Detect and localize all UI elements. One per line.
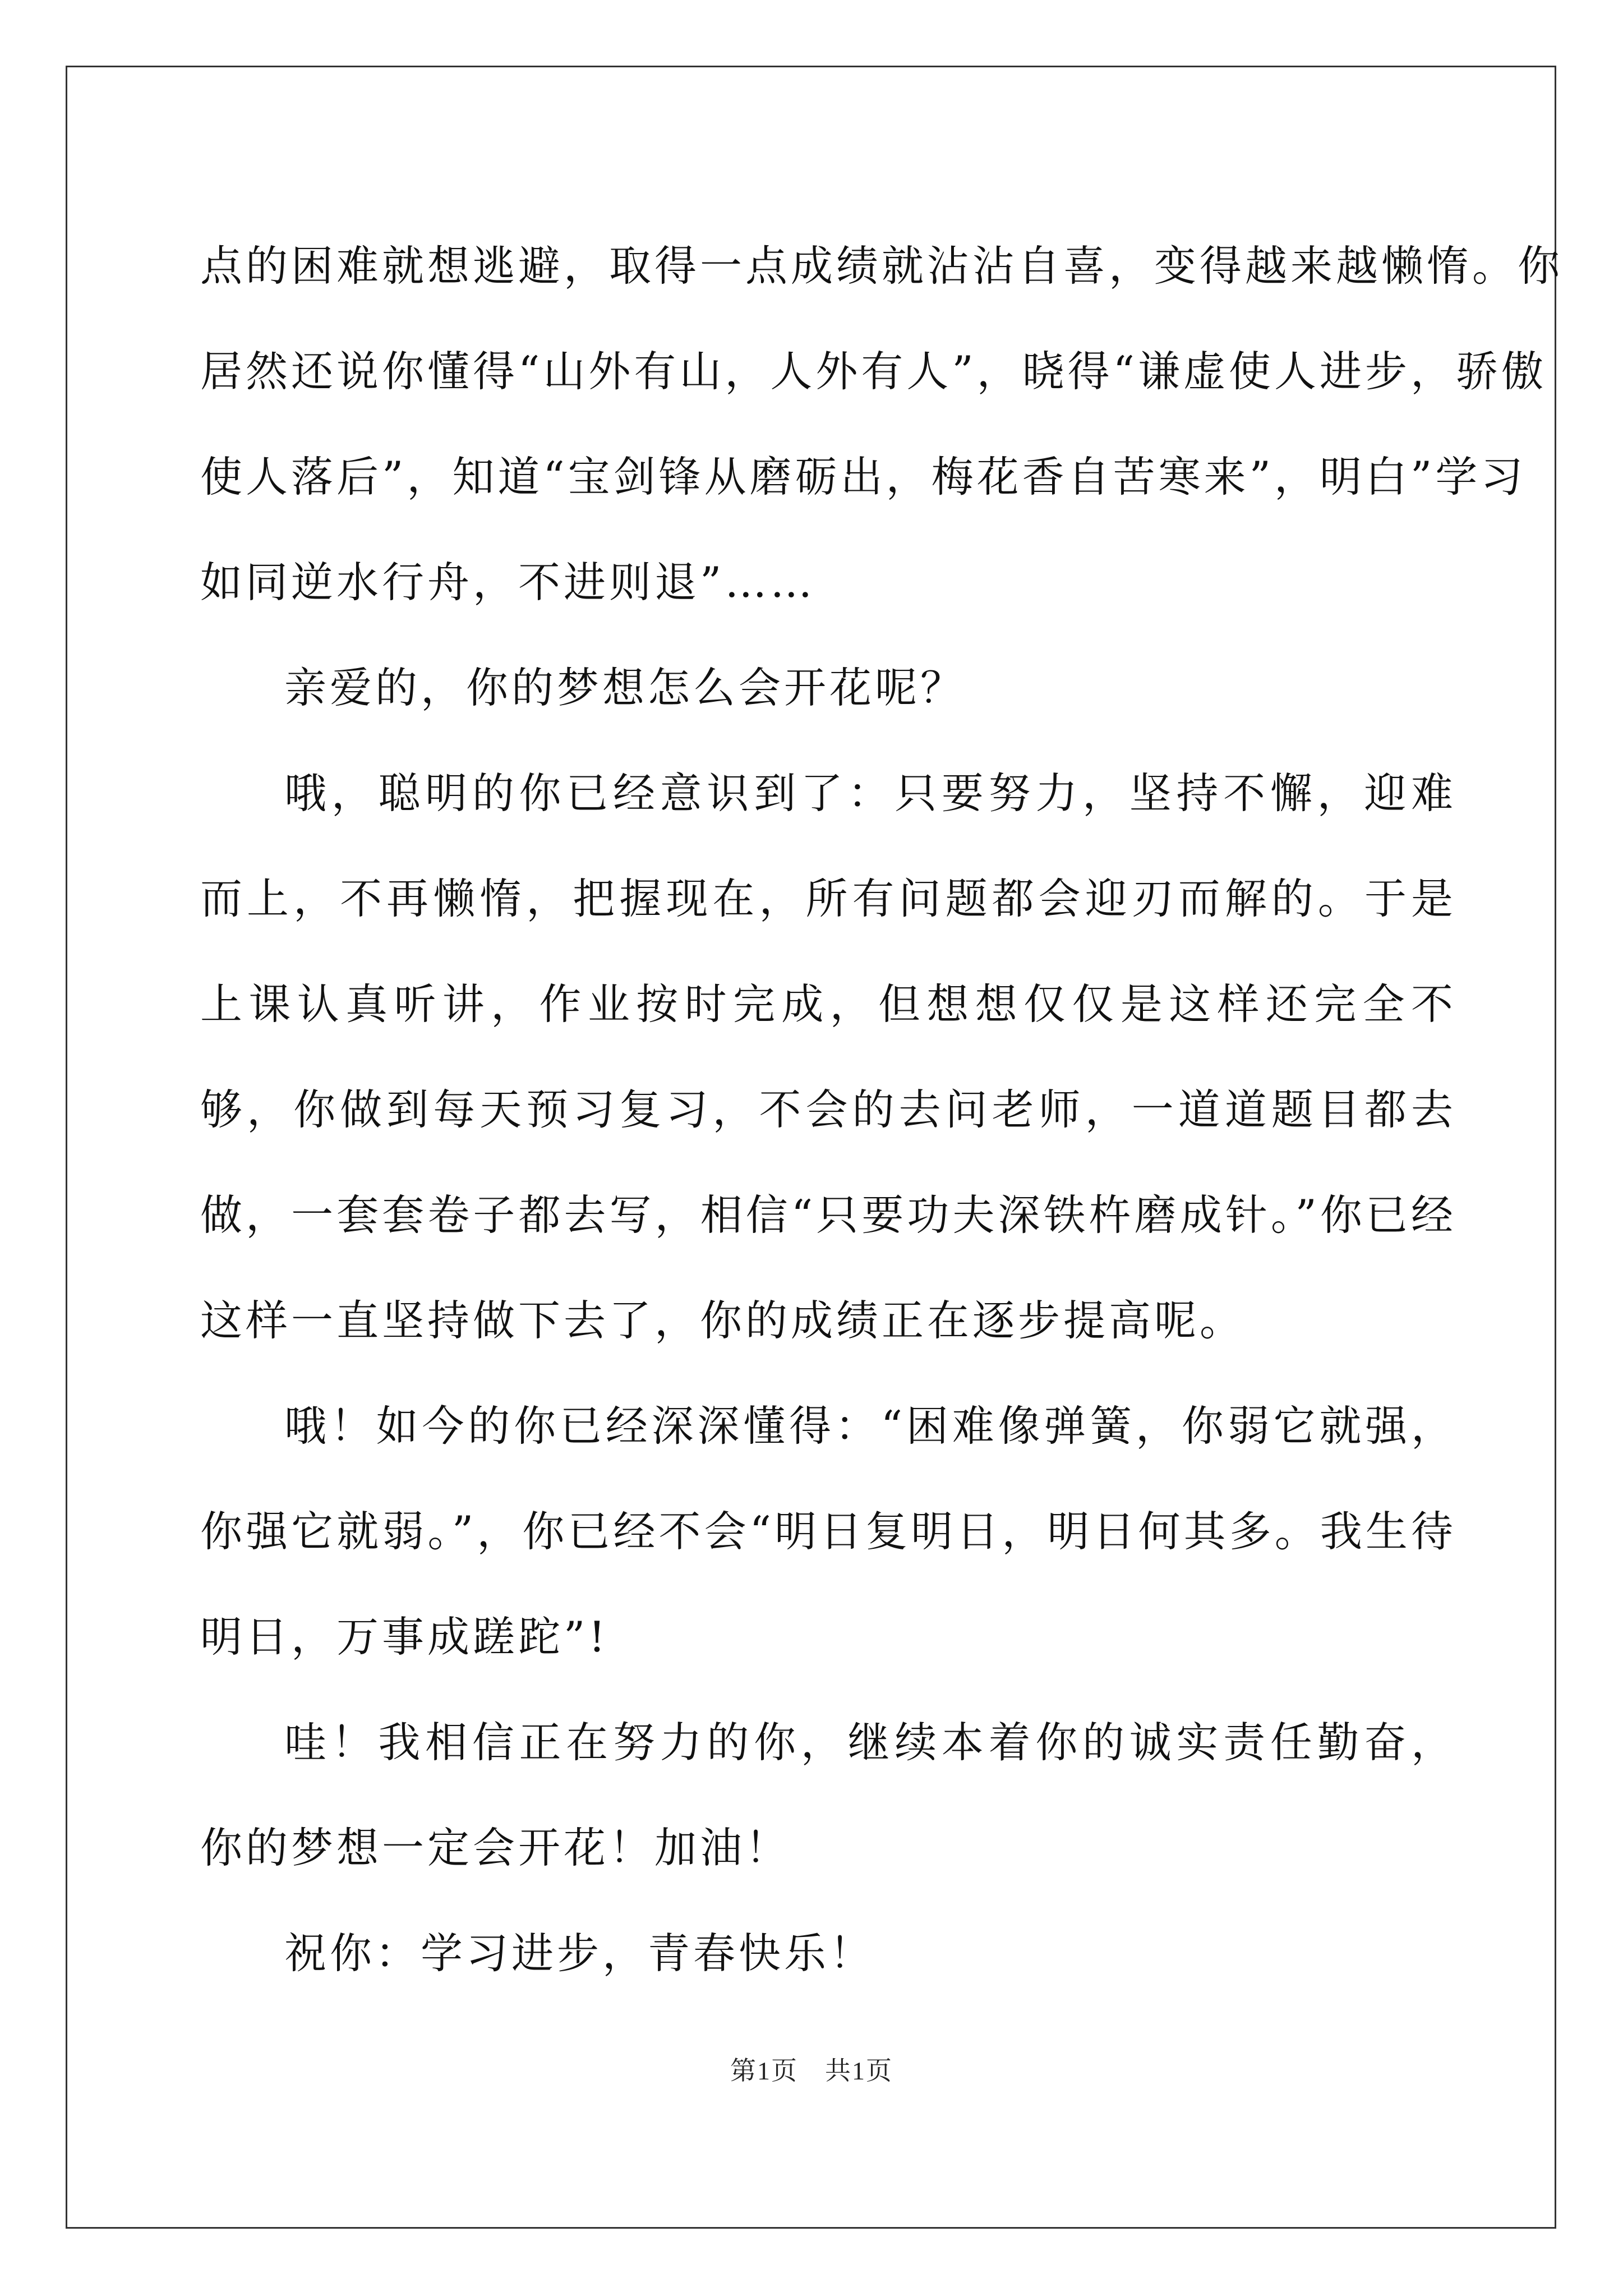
intro-line-2: 居然还说你懂得“山外有山，人外有人”，晓得“谦虚使人进步，骄傲 — [200, 347, 1547, 396]
letter-body — [200, 213, 1564, 2006]
paragraph-encouragement: 哇！我相信正在努力的你，继续本着你的诚实责任勤奋，你的梦想一定会开花！加油！ — [200, 1718, 1456, 1872]
intro-line-1: 点的困难就想逃避，取得一点成绩就沾沾自喜，变得越来越懒惰。你 — [200, 241, 1564, 291]
paragraph-realization: 哦，聪明的你已经意识到了：只要努力，坚持不懈，迎难而上，不再懒惰，把握现在，所有问题都会迎刃而解的。于是上课认真听讲，作业按时完成，但想想仅仅是这样还完全不够，你做到每天预习复习，不会的去问老师，一道道题目都去做，一套套卷子都去写，相信“只要功夫深铁杵磨成针。”你已经这样一直坚持做下去了，你的成绩正在逐步提高呢。 — [200, 769, 1456, 1345]
paragraph-question: 亲爱的，你的梦想怎么会开花呢？ — [284, 663, 966, 712]
intro-line-4: 如同逆水行舟，不进则退”…… — [200, 558, 816, 607]
paragraph-understanding: 哦！如今的你已经深深懂得：“困难像弹簧，你弱它就强，你强它就弱。”，你已经不会“明日复明日，明日何其多。我生待明日，万事成蹉跎”! — [200, 1401, 1456, 1662]
page-footer: 第1页 共1页 — [730, 2056, 893, 2085]
intro-line-3: 使人落后”，知道“宝剑锋从磨砺出，梅花香自苦寒来”，明白”学习 — [200, 452, 1527, 501]
paragraph-wishes: 祝你：学习进步，青春快乐！ — [284, 1929, 875, 1978]
